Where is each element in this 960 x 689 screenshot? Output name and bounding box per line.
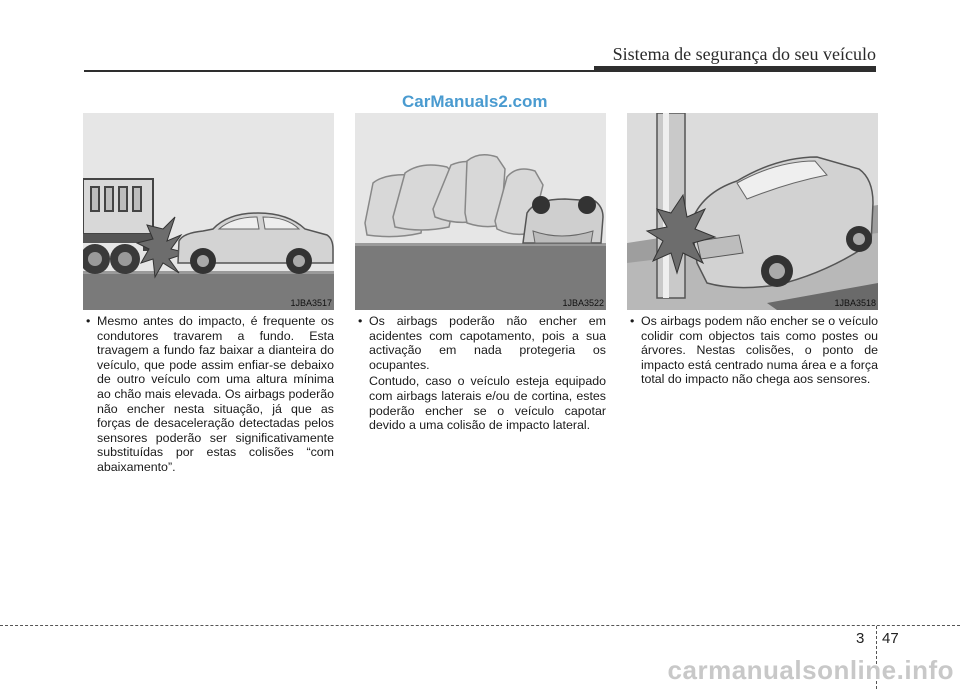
figure-pole-impact — [627, 113, 878, 310]
bullet-text: Mesmo antes do impacto, é frequente os condutores travarem a fundo. Esta travagem a fundo faz baixar a dianteira do veículo, que pode assim enfiar-se debaixo de outro veículo com uma altura mínima ao chão mais elevada. Os airbags poderão não encher nesta situação, já que as forças de desaceleração detectadas pelos sensores poderão ser significativamente substituídas por estas colisões “com abaixamento”. — [97, 314, 334, 474]
figure-code: 1JBA3518 — [834, 298, 876, 308]
bullet-icon: • — [358, 314, 363, 328]
chapter-number: 3 — [856, 630, 865, 647]
car-rollover-illustration — [355, 113, 606, 310]
bullet-icon: • — [630, 314, 635, 328]
figure-underride — [83, 113, 334, 310]
watermark-top: CarManuals2.com — [402, 92, 548, 111]
column-left — [83, 314, 334, 475]
watermark-bottom: carmanualsonline.info — [667, 655, 954, 685]
figure-code: 1JBA3522 — [562, 298, 604, 308]
page-number: 47 — [882, 630, 899, 647]
figure-code: 1JBA3517 — [290, 298, 332, 308]
figure-rollover — [355, 113, 606, 310]
paragraph: Contudo, caso o veículo esteja equipado com airbags laterais e/ou de cortina, estes poderão encher se o veículo capotar devido a uma colisão de impacto lateral. — [369, 374, 606, 433]
column-middle — [355, 314, 606, 433]
bullet-text: Os airbags podem não encher se o veículo colidir com objectos tais como postes ou árvores. Nestas colisões, o ponto de impacto está centrado numa área e a força total do impacto não chega aos sensores. — [641, 314, 878, 387]
bullet-item — [355, 314, 606, 372]
header-rule-accent — [594, 66, 876, 71]
car-underride-truck-illustration — [83, 113, 334, 310]
section-title: Sistema de segurança do seu veículo — [612, 44, 876, 64]
column-right — [627, 314, 878, 387]
bullet-text: Os airbags poderão não encher em acidentes com capotamento, pois a sua activação em nada protegeria os ocupantes. — [369, 314, 606, 372]
bullet-item — [627, 314, 878, 387]
bullet-item — [83, 314, 334, 475]
footer-rule — [0, 625, 960, 626]
bullet-icon: • — [86, 314, 91, 328]
car-pole-impact-illustration — [627, 113, 878, 310]
